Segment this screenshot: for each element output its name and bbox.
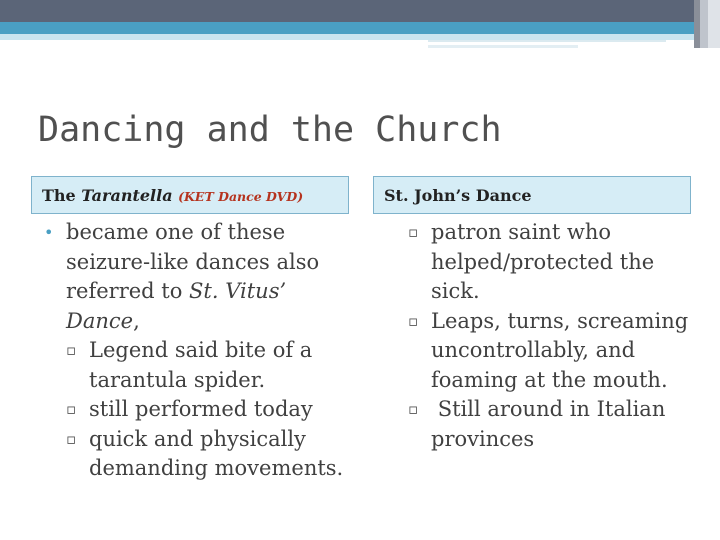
left-main-bullet-text: became one of these seizure-like dances also referred to bbox=[66, 220, 320, 303]
square-bullet-icon: ▫ bbox=[408, 311, 419, 330]
right-column-header: St. John’s Dance bbox=[373, 176, 691, 214]
square-bullet-icon: ▫ bbox=[66, 400, 77, 418]
right-item bbox=[408, 218, 698, 307]
square-bullet-icon: ▫ bbox=[408, 223, 419, 241]
left-sub-item-text: still performed today bbox=[89, 397, 313, 421]
left-sub-item bbox=[44, 425, 354, 484]
top-bar-thin-line bbox=[428, 40, 666, 42]
left-sub-item-text: Legend said bite of a tarantula spider. bbox=[89, 338, 313, 392]
left-header-italic: Tarantella bbox=[81, 186, 173, 205]
top-bar-dark bbox=[0, 0, 694, 22]
left-main-bullet-italic: St. Vitus’ Dance bbox=[66, 279, 287, 333]
right-item-text: patron saint who helped/protected the sick. bbox=[431, 220, 655, 303]
right-item bbox=[408, 307, 698, 396]
slide-title: Dancing and the Church bbox=[38, 110, 502, 150]
left-main-bullet-end: , bbox=[133, 308, 140, 333]
right-item bbox=[408, 395, 698, 454]
square-bullet-icon: ▫ bbox=[408, 400, 419, 418]
top-bar-thin-line-short bbox=[428, 45, 578, 48]
left-column-header bbox=[31, 176, 349, 214]
left-sub-item-text: quick and physically demanding movements. bbox=[89, 426, 344, 480]
right-item-text: Leaps, turns, screaming uncontrollably, and foaming at the mouth. bbox=[431, 308, 689, 392]
left-column-body bbox=[44, 218, 354, 484]
left-main-bullet bbox=[44, 218, 354, 336]
left-sub-item bbox=[44, 336, 354, 395]
left-sub-item bbox=[44, 395, 354, 425]
square-bullet-icon: ▫ bbox=[66, 429, 77, 448]
corner-block-light bbox=[708, 0, 720, 48]
left-header-note: (KET Dance DVD) bbox=[178, 189, 304, 204]
bullet-dot-icon: • bbox=[44, 223, 54, 242]
corner-block-mid bbox=[700, 0, 708, 48]
right-column-body bbox=[408, 218, 698, 454]
left-header-prefix: The bbox=[42, 186, 82, 205]
square-bullet-icon: ▫ bbox=[66, 341, 77, 359]
top-bar-accent bbox=[0, 22, 694, 34]
right-item-text: Still around in Italian provinces bbox=[431, 397, 673, 451]
